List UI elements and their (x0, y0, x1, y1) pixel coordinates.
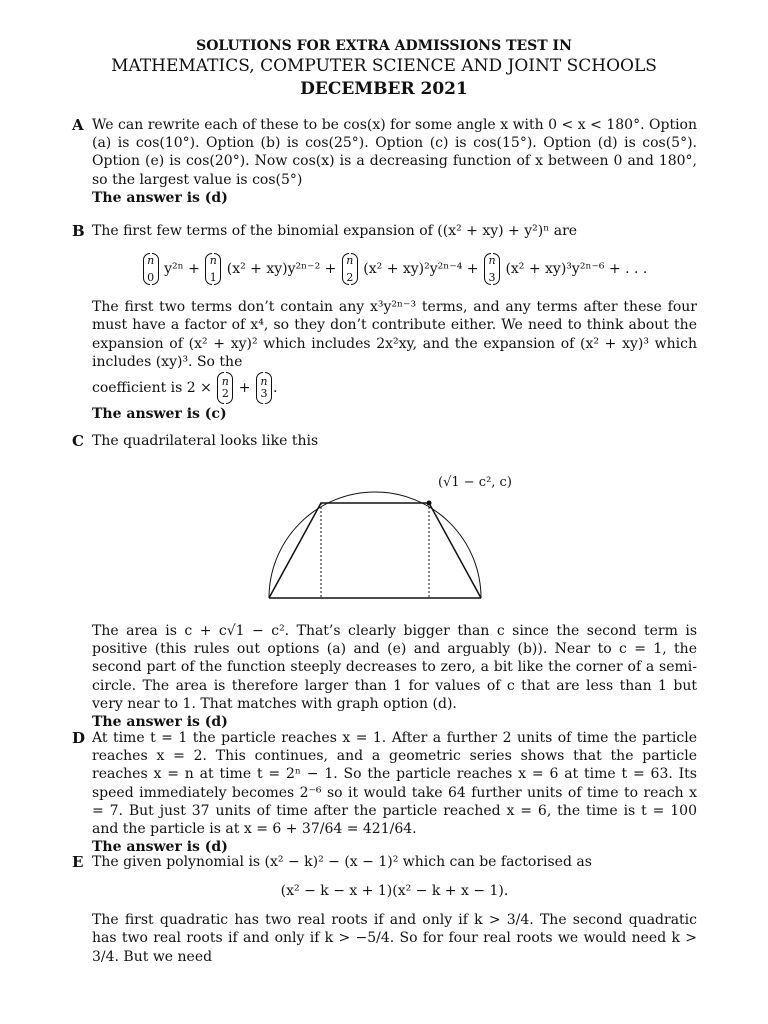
question-b-intro: The first few terms of the binomial expansion of ((x² + xy) + y²)ⁿ are (92, 223, 578, 239)
binomial-n-0: n 0 (143, 252, 159, 286)
question-b (72, 222, 697, 423)
question-d-label: D (72, 729, 86, 747)
question-e (72, 853, 697, 966)
coefficient-line (92, 371, 697, 405)
question-a-text: We can rewrite each of these to be cos(x) for some angle x with 0 < x < 180°. Option (a) is cos(10°). Option (b) is cos(25°). Option (c) is cos(15°). Option (d) is cos(5°). Option (e) is cos(20°). Now cos(x) is a decreasing function of x between 0 and 180°, so the largest value is cos(5°) (92, 117, 697, 188)
coefficient-binomial-n-2: n 2 (217, 371, 233, 405)
quadrilateral-diagram (265, 470, 525, 610)
question-c-label: C (72, 432, 84, 450)
question-e-intro: The given polynomial is (x² − k)² − (x − 1)² which can be factorised as (92, 854, 592, 870)
question-c-answer: The answer is (d) (92, 714, 228, 731)
header-line-3: DECEMBER 2021 (300, 79, 468, 99)
factorised-equation: (x² − k − x + 1)(x² − k + x − 1). (280, 883, 509, 900)
vertex-point (427, 501, 432, 506)
binomial-n-1: n 1 (205, 252, 221, 286)
expansion-term-4: (x² + xy)³y²ⁿ⁻⁶ + . . . (505, 261, 648, 278)
coefficient-binomial-n-3: n 3 (256, 371, 272, 405)
question-a (72, 116, 697, 207)
binomial-n-2: n 2 (342, 252, 358, 286)
question-d-text: At time t = 1 the particle reaches x = 1. After a further 2 units of time the particle reaches x = 2. This continues, and a geometric series shows that the particle reaches x = n at time t = 2ⁿ − 1. So the particle reaches x = 6 at time t = 63. Its speed immediately becomes 2⁻⁶ so it would take 64 further units of time to reach x = 7. But just 37 units of time after the particle reached x = 6, the time is t = 100 and the particle is at x = 6 + 37/64 = 421/64. (92, 730, 697, 838)
quadrilateral-outline (269, 503, 481, 598)
question-a-answer: The answer is (d) (92, 189, 228, 206)
question-e-label: E (72, 853, 84, 871)
coefficient-prefix: coefficient is 2 × (92, 380, 212, 397)
question-a-label: A (72, 116, 84, 134)
question-c (72, 432, 697, 450)
question-b-body: The first two terms don’t contain any x³y²ⁿ⁻³ terms, and any terms after these four must have a factor of x⁴, so they don’t contribute either. We need to think about the expansion of (x² + xy)² which includes 2x²xy, and the expansion of (x² + xy)³ which includes (xy)³. So the (92, 299, 697, 370)
question-b-label: B (72, 222, 85, 240)
expansion-term-3: (x² + xy)²y²ⁿ⁻⁴ + (363, 261, 479, 278)
semicircle-arc (269, 492, 481, 598)
expansion-term-2: (x² + xy)y²ⁿ⁻² + (226, 261, 337, 278)
coefficient-end: . (272, 380, 278, 397)
question-d-answer: The answer is (d) (92, 839, 228, 856)
binomial-n-3: n 3 (484, 252, 500, 286)
binomial-expansion-equation (92, 252, 697, 286)
expansion-term-1: y²ⁿ + (164, 261, 200, 278)
question-b-answer: The answer is (c) (92, 406, 227, 423)
question-d (72, 729, 697, 856)
question-e-body: The first quadratic has two real roots if and only if k > 3/4. The second quadratic has two real roots if and only if k > −5/4. So for four real roots we would need k > 3/4. But we need (92, 912, 697, 965)
question-c-continued (72, 622, 697, 731)
header-line-1: SOLUTIONS FOR EXTRA ADMISSIONS TEST IN (196, 38, 572, 54)
question-c-body: The area is c + c√1 − c². That’s clearly bigger than c since the second term is positive (this rules out options (a) and (e) and arguably (b)). Near to c = 1, the second part of the function steeply decreases to zero, a bit like the corner of a semi-circle. The area is therefore larger than 1 for values of c that are less than 1 but very near to 1. That matches with graph option (d). (92, 623, 697, 712)
header-line-2: MATHEMATICS, COMPUTER SCIENCE AND JOINT SCHOOLS (111, 56, 657, 76)
question-c-intro: The quadrilateral looks like this (92, 433, 319, 449)
point-label: (√1 − c², c) (438, 475, 512, 490)
coefficient-plus: + (238, 380, 251, 397)
